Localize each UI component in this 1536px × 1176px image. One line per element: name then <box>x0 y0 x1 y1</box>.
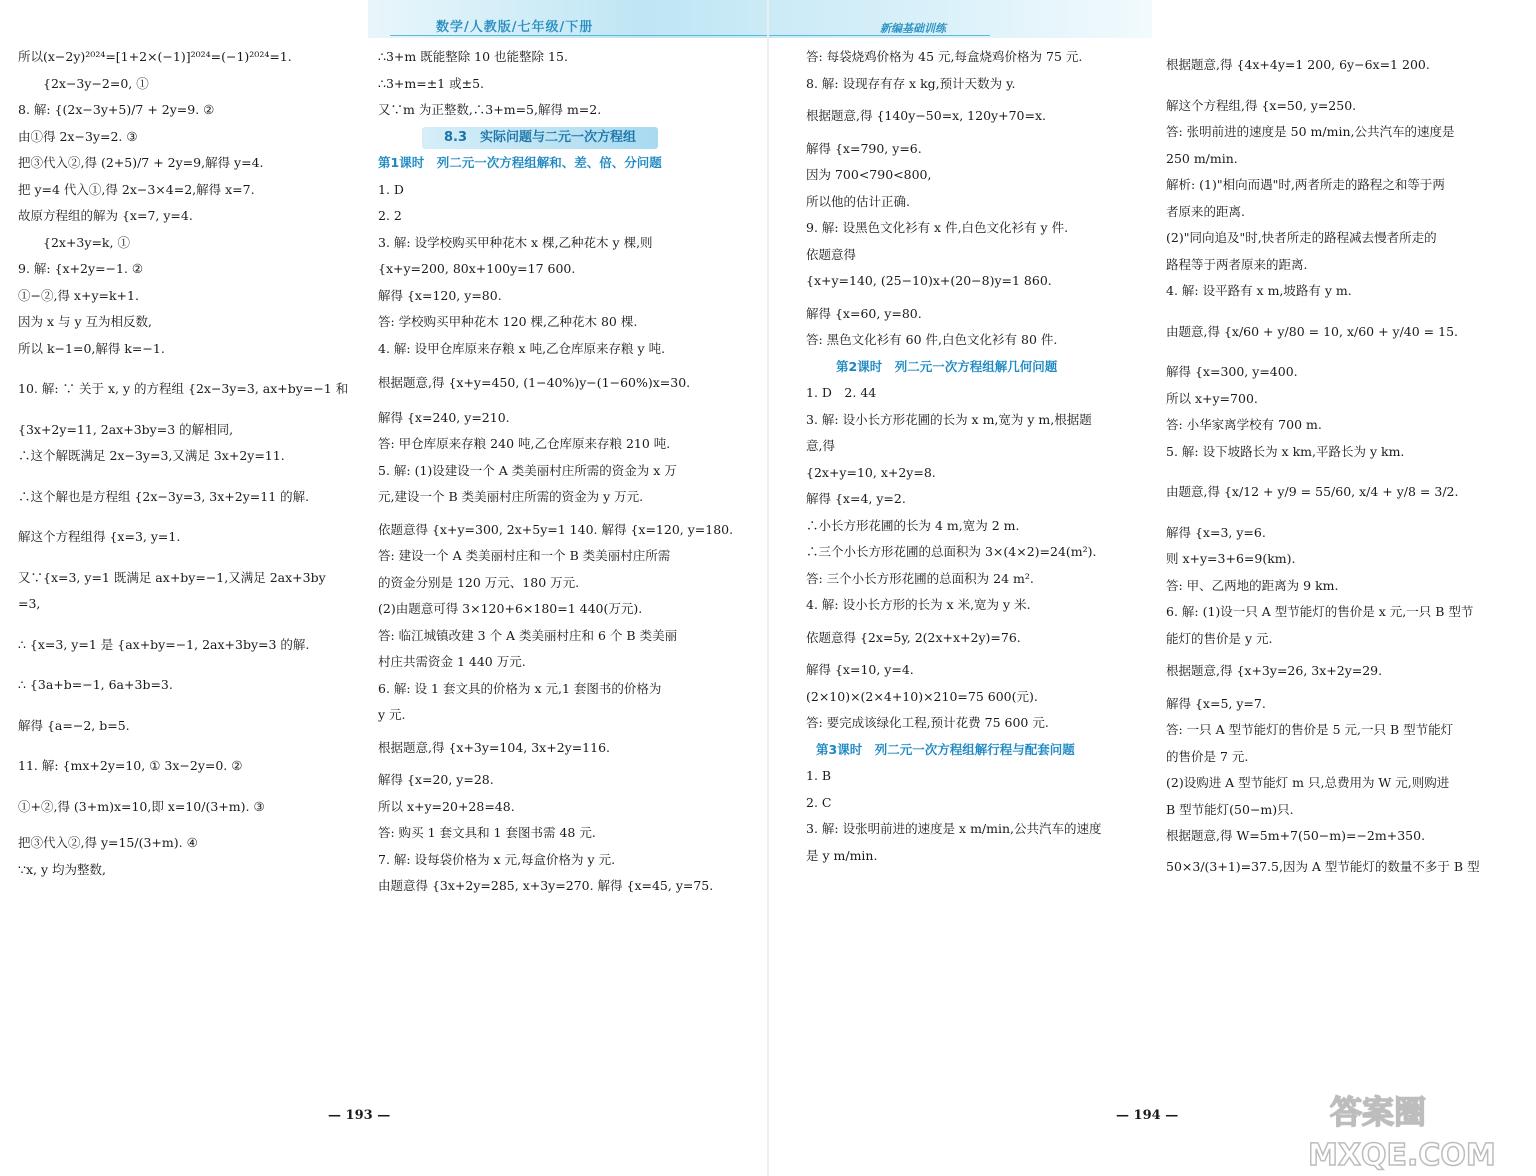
text-line: 由题意,得 {x/12 + y/9 = 55/60, x/4 + y/8 = 3/2. <box>1166 484 1459 499</box>
text-line: 把③代入②,得 y=15/(3+m). ④ <box>18 835 198 850</box>
text-line: 把③代入②,得 (2+5)/7 + 2y=9,解得 y=4. <box>18 155 264 170</box>
text-line: {2x+y=10, x+2y=8. <box>806 464 936 480</box>
text-line: 因为 700<790<800, <box>806 167 932 182</box>
column-1 <box>18 44 358 883</box>
text-line: 解得 {x=300, y=400. <box>1166 364 1298 379</box>
text-line: 答: 临江城镇改建 3 个 A 类美丽村庄和 6 个 B 类美丽 <box>378 627 678 643</box>
text-line: ∴ {3a+b=−1, 6a+3b=3. <box>18 677 173 692</box>
text-line: 根据题意,得 W=5m+7(50−m)=−2m+350. <box>1166 828 1426 843</box>
page-number-right: — 194 — <box>1116 1108 1179 1123</box>
text-line: 5. 解: (1)设建设一个 A 类美丽村庄所需的资金为 x 万 <box>378 462 677 478</box>
text-line: ∴3+m=±1 或±5. <box>378 75 485 91</box>
text-line: 答: 甲仓库原来存粮 240 吨,乙仓库原来存粮 210 吨. <box>378 436 671 451</box>
text-line: 所以 x+y=700. <box>1166 390 1258 406</box>
text-line: ①+②,得 (3+m)x=10,即 x=10/(3+m). ③ <box>18 798 265 814</box>
text-line: 能灯的售价是 y 元. <box>1166 630 1273 646</box>
text-line: 所以(x−2y)²⁰²⁴=[1+2×(−1)]²⁰²⁴=(−1)²⁰²⁴=1. <box>18 49 292 64</box>
column-2 <box>378 44 752 900</box>
text-line: 由题意得 {3x+2y=285, x+3y=270. 解得 {x=45, y=75. <box>378 878 714 893</box>
column-3 <box>806 44 1150 869</box>
text-line: 元,建设一个 B 类美丽村庄所需的资金为 y 万元. <box>378 489 644 504</box>
text-line: 所以 x+y=20+28=48. <box>378 798 515 814</box>
section-banner: 8.3 实际问题与二元一次方程组 <box>422 127 658 149</box>
text-line: {x+y=200, 80x+100y=17 600. <box>378 261 576 276</box>
text-line: 答: 张明前进的速度是 50 m/min,公共汽车的速度是 <box>1166 124 1455 139</box>
text-line: ∴小长方形花圃的长为 4 m,宽为 2 m. <box>806 517 1020 533</box>
header-title: 数学/人教版/七年级/下册 <box>436 20 594 35</box>
text-line: 8. 解: 设现存有存 x kg,预计天数为 y. <box>806 75 1016 91</box>
header-rule <box>390 35 990 36</box>
text-line: (2×10)×(2×4+10)×210=75 600(元). <box>806 688 1038 704</box>
lesson-heading: 第3课时 列二元一次方程组解行程与配套问题 <box>816 741 1075 757</box>
text-line: (2)由题意可得 3×120+6×180=1 440(万元). <box>378 601 643 616</box>
text-line: 答: 三个小长方形花圃的总面积为 24 m². <box>806 570 1034 586</box>
text-line: 11. 解: {mx+2y=10, ① 3x−2y=0. ② <box>18 758 243 773</box>
text-line: 1. D <box>378 181 404 197</box>
text-line: 解得 {x=60, y=80. <box>806 305 922 321</box>
text-line: 10. 解: ∵ 关于 x, y 的方程组 {2x−3y=3, ax+by=−1 和 <box>18 381 349 396</box>
text-line: {3x+2y=11, 2ax+3by=3 的解相同, <box>18 421 234 437</box>
text-line: (2)设购进 A 型节能灯 m 只,总费用为 W 元,则购进 <box>1166 775 1450 790</box>
text-line: 意,得 <box>806 438 835 453</box>
text-line: 3. 解: 设小长方形花圃的长为 x m,宽为 y m,根据题 <box>806 411 1092 427</box>
text-line: 把 y=4 代入①,得 2x−3×4=2,解得 x=7. <box>18 181 255 197</box>
text-line: 2. C <box>806 794 832 810</box>
text-line: ∴这个解也是方程组 {2x−3y=3, 3x+2y=11 的解. <box>18 488 310 504</box>
text-line: 答: 购买 1 套文具和 1 套图书需 48 元. <box>378 825 596 840</box>
text-line: 根据题意,得 {x+3y=26, 3x+2y=29. <box>1166 663 1383 678</box>
text-line: 解析: (1)"相向而遇"时,两者所走的路程之和等于两 <box>1166 177 1445 192</box>
lesson-heading: 第1课时 列二元一次方程组解和、差、倍、分问题 <box>378 155 662 170</box>
text-line: 解这个方程组,得 {x=50, y=250. <box>1166 97 1357 113</box>
text-line: 250 m/min. <box>1166 150 1238 166</box>
text-line: ∴三个小长方形花圃的总面积为 3×(4×2)=24(m²). <box>806 544 1097 559</box>
text-line: 根据题意,得 {x+y=450, (1−40%)y−(1−60%)x=30. <box>378 375 691 390</box>
text-line: 者原来的距离. <box>1166 203 1245 219</box>
text-line: 答: 学校购买甲种花木 120 棵,乙种花木 80 棵. <box>378 314 638 329</box>
text-line: 根据题意,得 {x+3y=104, 3x+2y=116. <box>378 739 611 755</box>
text-line: 6. 解: (1)设一只 A 型节能灯的售价是 x 元,一只 B 型节 <box>1166 604 1474 619</box>
text-line: 答: 黑色文化衫有 60 件,白色文化衫有 80 件. <box>806 332 1058 347</box>
text-line: 由①得 2x−3y=2. ③ <box>18 128 138 144</box>
text-line: 由题意,得 {x/60 + y/80 = 10, x/60 + y/40 = 15. <box>1166 323 1459 339</box>
text-line: 解得 {x=5, y=7. <box>1166 695 1266 711</box>
text-line: 9. 解: 设黑色文化衫有 x 件,白色文化衫有 y 件. <box>806 220 1069 235</box>
text-line: 根据题意,得 {140y−50=x, 120y+70=x. <box>806 108 1046 123</box>
text-line: 则 x+y=3+6=9(km). <box>1166 551 1296 566</box>
watermark-url: MXQE.COM <box>1308 1138 1496 1173</box>
text-line: (2)"同向追及"时,快者所走的路程减去慢者所走的 <box>1166 230 1437 245</box>
text-line: 路程等于两者原来的距离. <box>1166 256 1308 272</box>
text-line: y 元. <box>378 707 406 722</box>
text-line: 解得 {a=−2, b=5. <box>18 717 130 733</box>
text-line: 因为 x 与 y 互为相反数, <box>18 314 152 329</box>
text-line: {2x+3y=k, ① <box>18 234 130 250</box>
page-number-left: — 193 — <box>328 1108 391 1123</box>
text-line: 3. 解: 设张明前进的速度是 x m/min,公共汽车的速度 <box>806 821 1102 836</box>
text-line: 5. 解: 设下坡路长为 x km,平路长为 y km. <box>1166 443 1405 459</box>
text-line: 所以他的估计正确. <box>806 193 910 209</box>
text-line: 解得 {x=10, y=4. <box>806 662 914 677</box>
text-line: ∴ {x=3, y=1 是 {ax+by=−1, 2ax+3by=3 的解. <box>18 636 310 652</box>
page-gutter <box>767 0 769 1176</box>
column-4 <box>1166 44 1528 880</box>
text-line: 4. 解: 设甲仓库原来存粮 x 吨,乙仓库原来存粮 y 吨. <box>378 340 666 356</box>
text-line: 依题意得 {2x=5y, 2(2x+x+2y)=76. <box>806 629 1021 645</box>
text-line: 村庄共需资金 1 440 万元. <box>378 654 526 669</box>
text-line: 所以 k−1=0,解得 k=−1. <box>18 340 165 356</box>
text-line: 答: 要完成该绿化工程,预计花费 75 600 元. <box>806 715 1049 730</box>
header-brand: 新编基础训练 <box>880 22 946 35</box>
text-line: ①−②,得 x+y=k+1. <box>18 287 139 303</box>
text-line: 依题意得 <box>806 246 857 262</box>
text-line: 答: 一只 A 型节能灯的售价是 5 元,一只 B 型节能灯 <box>1166 722 1454 737</box>
text-line: 3. 解: 设学校购买甲种花木 x 棵,乙种花木 y 棵,则 <box>378 234 653 250</box>
text-line: 7. 解: 设每袋价格为 x 元,每盒价格为 y 元. <box>378 851 616 867</box>
text-line: {x+y=140, (25−10)x+(20−8)y=1 860. <box>806 273 1052 288</box>
text-line: 解得 {x=120, y=80. <box>378 287 502 303</box>
text-line: 50×3/(3+1)=37.5,因为 A 型节能灯的数量不多于 B 型 <box>1166 858 1480 874</box>
watermark-logo <box>1300 1085 1530 1173</box>
text-line: 是 y m/min. <box>806 847 878 863</box>
text-line: 解得 {x=3, y=6. <box>1166 524 1266 540</box>
text-line: 依题意得 {x+y=300, 2x+5y=1 140. 解得 {x=120, y=180. <box>378 521 734 537</box>
text-line: B 型节能灯(50−m)只. <box>1166 801 1294 817</box>
text-line: 2. 2 <box>378 208 402 223</box>
text-line: 又∵{x=3, y=1 既满足 ax+by=−1,又满足 2ax+3by <box>18 569 326 585</box>
text-line: 4. 解: 设平路有 x m,坡路有 y m. <box>1166 283 1352 298</box>
lesson-heading: 第2课时 列二元一次方程组解几何问题 <box>836 358 1058 374</box>
watermark-text: 答案圈 <box>1330 1093 1427 1131</box>
text-line: 根据题意,得 {4x+4y=1 200, 6y−6x=1 200. <box>1166 57 1430 72</box>
text-line: =3, <box>18 596 41 611</box>
text-line: 解得 {x=20, y=28. <box>378 772 494 787</box>
text-line: {2x−3y−2=0, ① <box>18 75 149 91</box>
text-line: 答: 小华家离学校有 700 m. <box>1166 417 1322 432</box>
text-line: 1. B <box>806 768 832 783</box>
text-line: 答: 甲、乙两地的距离为 9 km. <box>1166 577 1339 593</box>
text-line: 解得 {x=240, y=210. <box>378 409 510 425</box>
text-line: 答: 建设一个 A 类美丽村庄和一个 B 类美丽村庄所需 <box>378 548 671 563</box>
text-line: 4. 解: 设小长方形的长为 x 米,宽为 y 米. <box>806 597 1031 612</box>
text-line: 8. 解: {(2x−3y+5)/7 + 2y=9. ② <box>18 102 215 117</box>
text-line: ∴这个解既满足 2x−3y=3,又满足 3x+2y=11. <box>18 448 285 463</box>
text-line: ∵x, y 均为整数, <box>18 861 106 877</box>
text-line: 的售价是 7 元. <box>1166 748 1249 764</box>
text-line: 解得 {x=4, y=2. <box>806 491 906 506</box>
text-line: 解这个方程组得 {x=3, y=1. <box>18 529 181 544</box>
text-line: 答: 每袋烧鸡价格为 45 元,每盒烧鸡价格为 75 元. <box>806 49 1083 64</box>
text-line: 的资金分别是 120 万元、180 万元. <box>378 574 580 590</box>
text-line: ∴3+m 既能整除 10 也能整除 15. <box>378 49 568 64</box>
text-line: 6. 解: 设 1 套文具的价格为 x 元,1 套图书的价格为 <box>378 680 662 696</box>
text-line: 1. D 2. 44 <box>806 385 877 400</box>
text-line: 故原方程组的解为 {x=7, y=4. <box>18 208 193 223</box>
text-line: 解得 {x=790, y=6. <box>806 140 922 156</box>
text-line: 又∵m 为正整数,∴3+m=5,解得 m=2. <box>378 102 602 117</box>
text-line: 9. 解: {x+2y=−1. ② <box>18 261 144 276</box>
